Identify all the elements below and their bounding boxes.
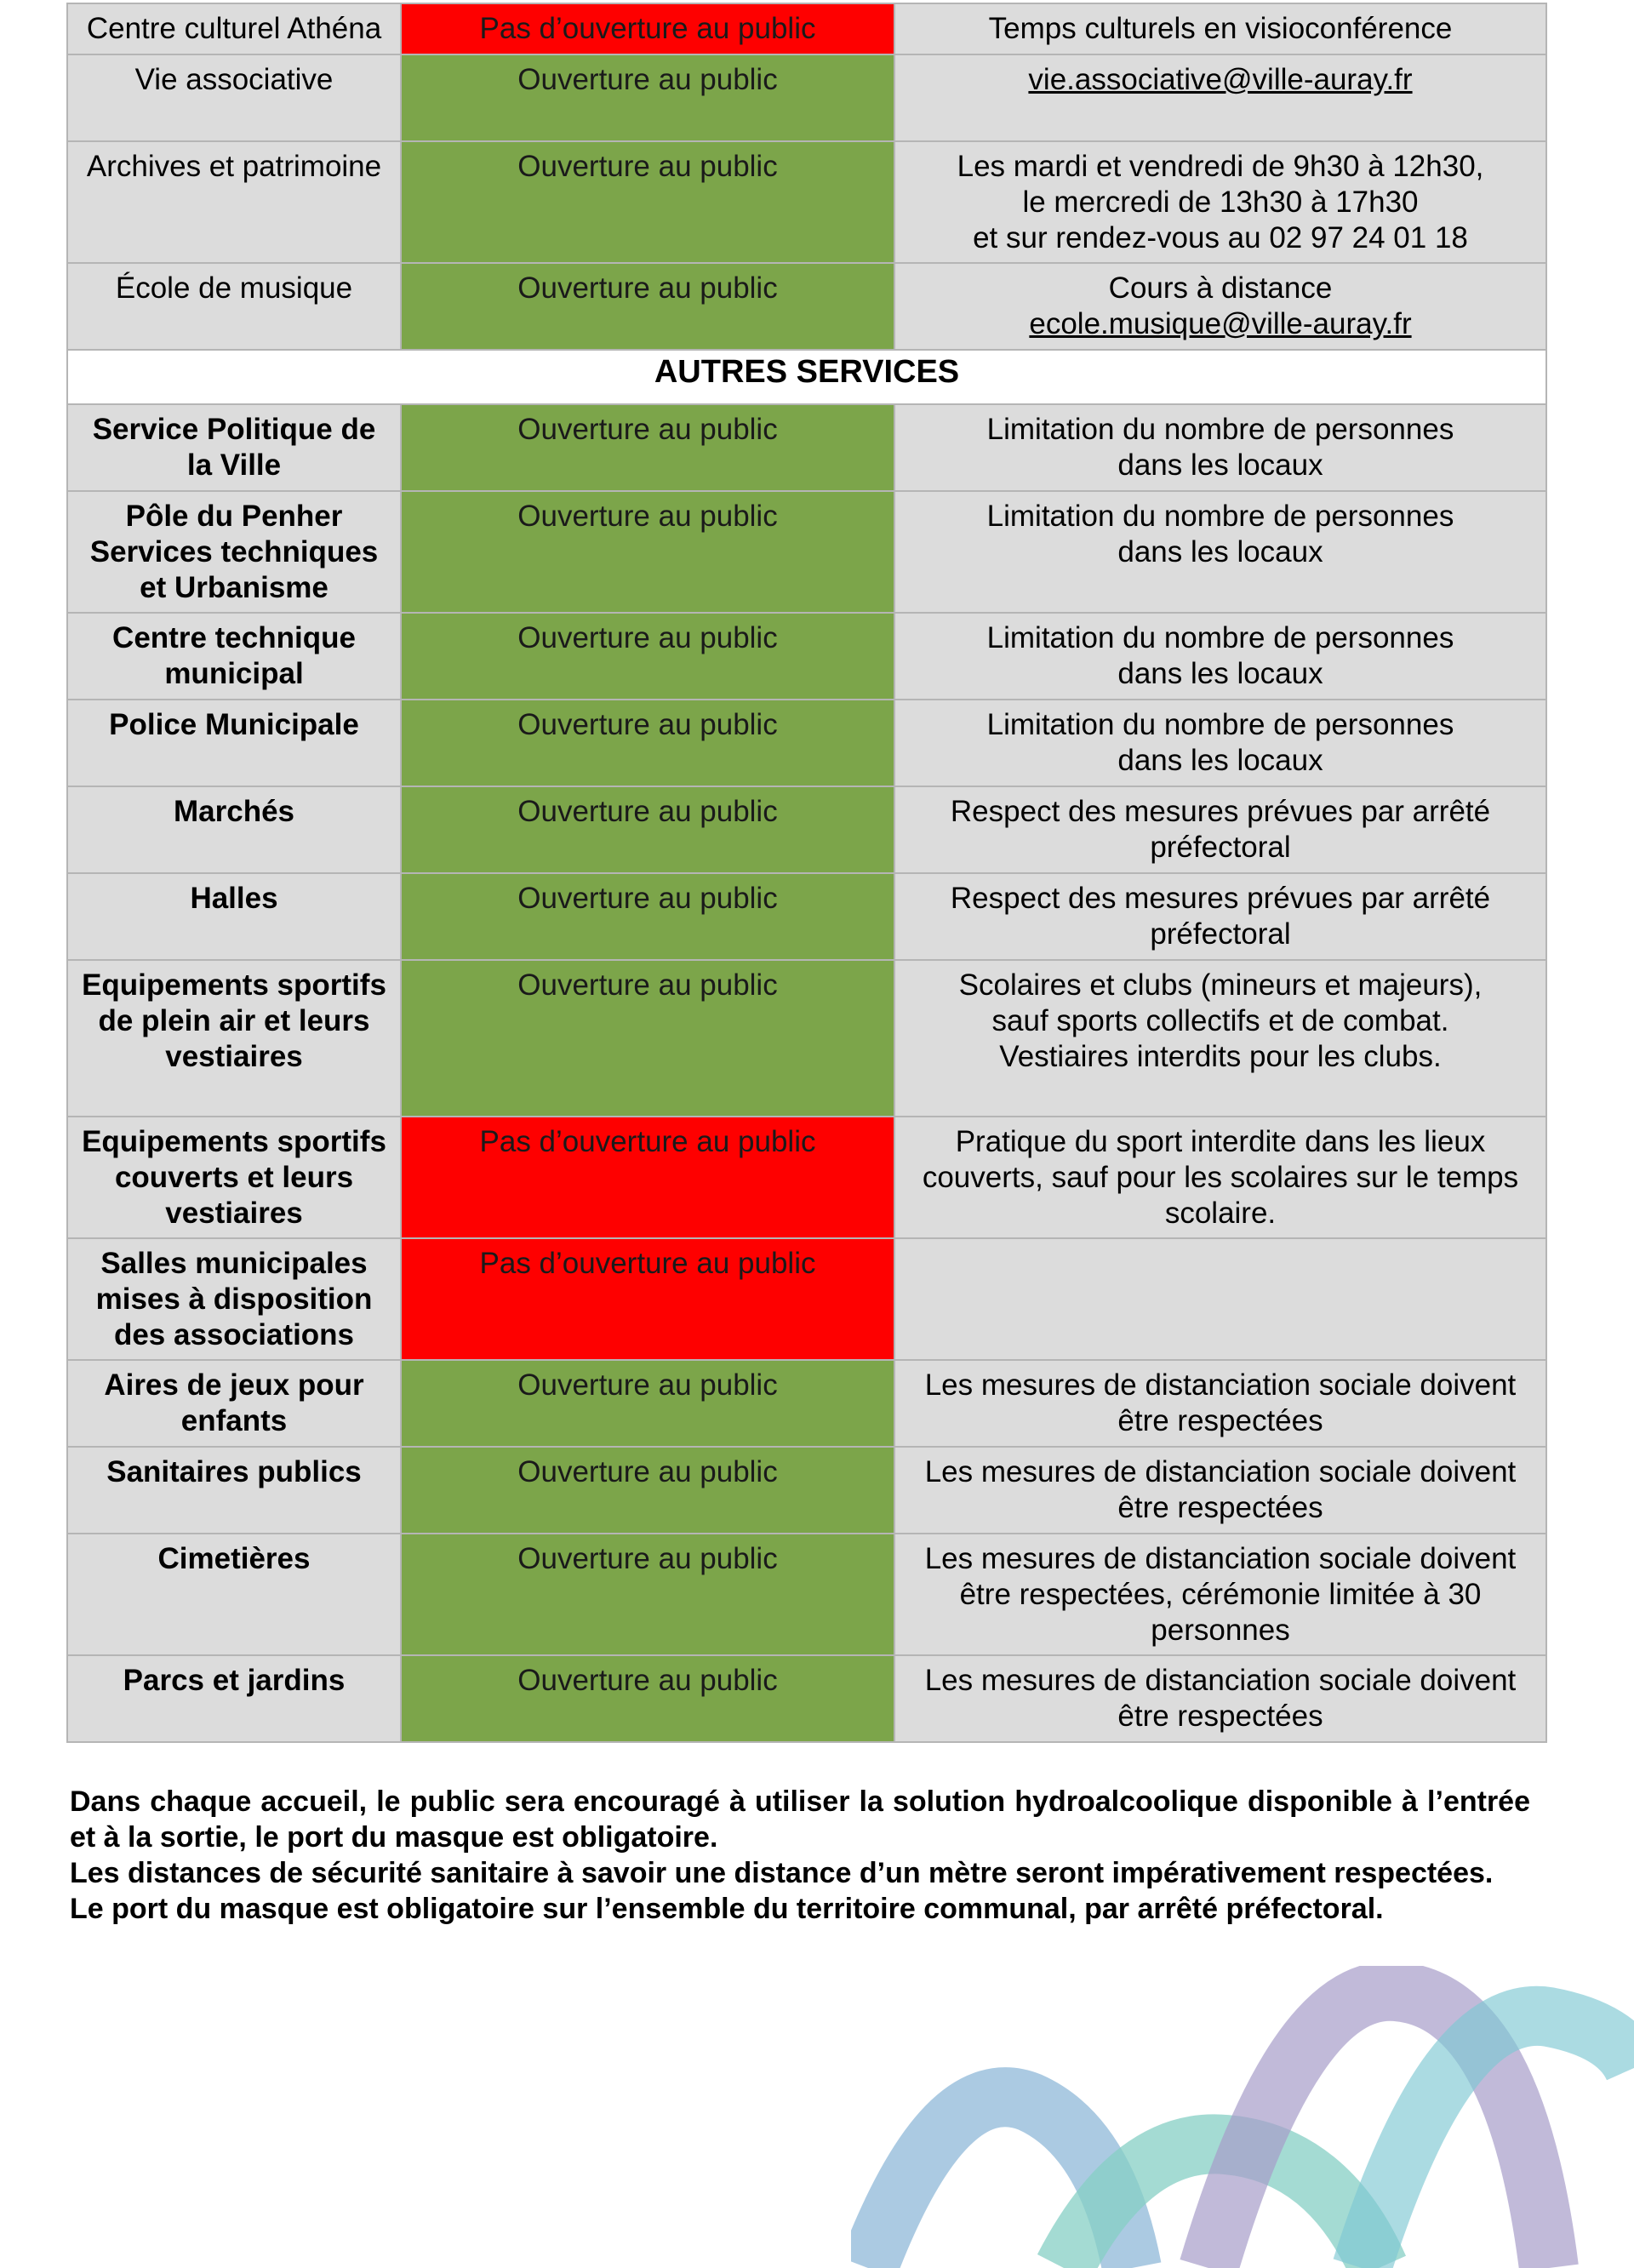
notes-line: Vestiaires interdits pour les clubs. bbox=[999, 1040, 1442, 1073]
service-name: Equipements sportifs couverts et leurs vestiaires bbox=[67, 1117, 401, 1238]
table-row bbox=[67, 873, 1546, 960]
service-name: Halles bbox=[67, 873, 401, 960]
notes-cell bbox=[894, 1447, 1546, 1534]
notes-line: Respect des mesures prévues par arrêté bbox=[950, 882, 1491, 915]
table-row bbox=[67, 1238, 1546, 1360]
section-header: AUTRES SERVICES bbox=[67, 350, 1546, 404]
notes-cell bbox=[894, 613, 1546, 700]
table-row bbox=[67, 1360, 1546, 1447]
notes-line: couverts, sauf pour les scolaires sur le temps bbox=[922, 1161, 1519, 1194]
decorative-arcs bbox=[851, 1966, 1634, 2268]
notes-line: être respectées bbox=[1117, 1491, 1323, 1524]
notes-line: Les mesures de distanciation sociale doivent bbox=[924, 1664, 1517, 1697]
notes-line: Les mesures de distanciation sociale doivent bbox=[924, 1542, 1517, 1575]
services-status-table bbox=[66, 3, 1547, 1743]
table-row bbox=[67, 1655, 1546, 1742]
table-row bbox=[67, 1117, 1546, 1238]
status-cell: Ouverture au public bbox=[401, 1655, 894, 1742]
status-cell: Ouverture au public bbox=[401, 1360, 894, 1447]
notes-line: personnes bbox=[1151, 1614, 1290, 1647]
service-name: Vie associative bbox=[67, 54, 401, 141]
notes-cell bbox=[894, 54, 1546, 141]
notes-cell bbox=[894, 3, 1546, 54]
notes-line: Temps culturels en visioconférence bbox=[988, 12, 1453, 45]
status-cell: Ouverture au public bbox=[401, 491, 894, 613]
service-name: Centre technique municipal bbox=[67, 613, 401, 700]
notes-line: Les mardi et vendredi de 9h30 à 12h30, bbox=[957, 150, 1484, 183]
notes-cell bbox=[894, 404, 1546, 491]
service-name: Archives et patrimoine bbox=[67, 141, 401, 263]
other-services-rows bbox=[67, 404, 1546, 1742]
notes-line: dans les locaux bbox=[1117, 744, 1323, 777]
status-cell: Ouverture au public bbox=[401, 1447, 894, 1534]
status-cell: Ouverture au public bbox=[401, 404, 894, 491]
email-link[interactable]: vie.associative@ville-auray.fr bbox=[1028, 63, 1413, 96]
notes-cell bbox=[894, 700, 1546, 786]
table-row bbox=[67, 141, 1546, 263]
notes-line: le mercredi de 13h30 à 17h30 bbox=[1022, 186, 1419, 219]
notes-cell bbox=[894, 263, 1546, 350]
status-cell: Pas d’ouverture au public bbox=[401, 1117, 894, 1238]
notes-cell bbox=[894, 786, 1546, 873]
table-row bbox=[67, 3, 1546, 54]
notes-cell bbox=[894, 1360, 1546, 1447]
notes-line: Pratique du sport interdite dans les lieux bbox=[955, 1125, 1486, 1158]
notes-cell bbox=[894, 1655, 1546, 1742]
footer-notes bbox=[70, 1784, 1530, 1927]
status-cell: Pas d’ouverture au public bbox=[401, 3, 894, 54]
notes-cell bbox=[894, 873, 1546, 960]
table-row bbox=[67, 1447, 1546, 1534]
notes-line: dans les locaux bbox=[1117, 535, 1323, 568]
table-row bbox=[67, 700, 1546, 786]
notes-line: être respectées bbox=[1117, 1700, 1323, 1733]
notes-cell bbox=[894, 1117, 1546, 1238]
notes-line: Respect des mesures prévues par arrêté bbox=[950, 795, 1491, 828]
service-name: Parcs et jardins bbox=[67, 1655, 401, 1742]
status-cell: Ouverture au public bbox=[401, 141, 894, 263]
status-cell: Ouverture au public bbox=[401, 700, 894, 786]
table-row bbox=[67, 404, 1546, 491]
table-row bbox=[67, 491, 1546, 613]
footer-paragraph-3: Le port du masque est obligatoire sur l’ensemble du territoire communal, par arrêté préfectoral. bbox=[70, 1893, 1384, 1925]
status-cell: Ouverture au public bbox=[401, 786, 894, 873]
status-cell: Ouverture au public bbox=[401, 613, 894, 700]
footer-paragraph-1: Dans chaque accueil, le public sera encouragé à utiliser la solution hydroalcoolique disponible à l’entrée et à la sortie, le port du masque est obligatoire. bbox=[70, 1785, 1530, 1854]
notes-line: Les mesures de distanciation sociale doivent bbox=[924, 1368, 1517, 1402]
table-row bbox=[67, 54, 1546, 141]
service-name: Service Politique de la Ville bbox=[67, 404, 401, 491]
table-row bbox=[67, 786, 1546, 873]
notes-line: Limitation du nombre de personnes bbox=[986, 621, 1454, 654]
service-name: Centre culturel Athéna bbox=[67, 3, 401, 54]
status-cell: Ouverture au public bbox=[401, 54, 894, 141]
service-name: Salles municipales mises à disposition des associations bbox=[67, 1238, 401, 1360]
service-name: École de musique bbox=[67, 263, 401, 350]
status-cell: Ouverture au public bbox=[401, 873, 894, 960]
notes-line: Scolaires et clubs (mineurs et majeurs), bbox=[958, 968, 1483, 1002]
notes-cell bbox=[894, 1534, 1546, 1655]
notes-line: être respectées bbox=[1117, 1404, 1323, 1437]
notes-line: scolaire. bbox=[1164, 1197, 1277, 1230]
notes-line: dans les locaux bbox=[1117, 657, 1323, 690]
table-row bbox=[67, 960, 1546, 1117]
email-link[interactable]: ecole.musique@ville-auray.fr bbox=[1029, 307, 1412, 340]
notes-line: Limitation du nombre de personnes bbox=[986, 500, 1454, 533]
notes-line: Cours à distance bbox=[1108, 271, 1333, 305]
notes-cell bbox=[894, 141, 1546, 263]
notes-line: sauf sports collectifs et de combat. bbox=[991, 1004, 1449, 1037]
notes-line: et sur rendez-vous au 02 97 24 01 18 bbox=[973, 221, 1468, 254]
service-name: Pôle du Penher Services techniques et Urbanisme bbox=[67, 491, 401, 613]
table-row bbox=[67, 613, 1546, 700]
service-name: Equipements sportifs de plein air et leurs vestiaires bbox=[67, 960, 401, 1117]
status-cell: Pas d’ouverture au public bbox=[401, 1238, 894, 1360]
table-row bbox=[67, 1534, 1546, 1655]
notes-line: dans les locaux bbox=[1117, 448, 1323, 482]
cultural-services-rows bbox=[67, 3, 1546, 350]
notes-cell bbox=[894, 491, 1546, 613]
section-header-row bbox=[67, 350, 1546, 404]
status-cell: Ouverture au public bbox=[401, 1534, 894, 1655]
table-row bbox=[67, 263, 1546, 350]
status-cell: Ouverture au public bbox=[401, 263, 894, 350]
notes-line: être respectées, cérémonie limitée à 30 bbox=[959, 1578, 1482, 1611]
status-cell: Ouverture au public bbox=[401, 960, 894, 1117]
service-name: Police Municipale bbox=[67, 700, 401, 786]
notes-cell bbox=[894, 960, 1546, 1117]
service-name: Sanitaires publics bbox=[67, 1447, 401, 1534]
notes-line: préfectoral bbox=[1150, 831, 1291, 864]
notes-line: préfectoral bbox=[1150, 917, 1291, 951]
notes-cell bbox=[894, 1238, 1546, 1360]
service-name: Cimetières bbox=[67, 1534, 401, 1655]
footer-paragraph-2: Les distances de sécurité sanitaire à savoir une distance d’un mètre seront impérativement respectées. bbox=[70, 1857, 1494, 1889]
service-name: Aires de jeux pour enfants bbox=[67, 1360, 401, 1447]
notes-line: Limitation du nombre de personnes bbox=[986, 708, 1454, 741]
notes-line: Limitation du nombre de personnes bbox=[986, 413, 1454, 446]
service-name: Marchés bbox=[67, 786, 401, 873]
notes-line: Les mesures de distanciation sociale doivent bbox=[924, 1455, 1517, 1488]
